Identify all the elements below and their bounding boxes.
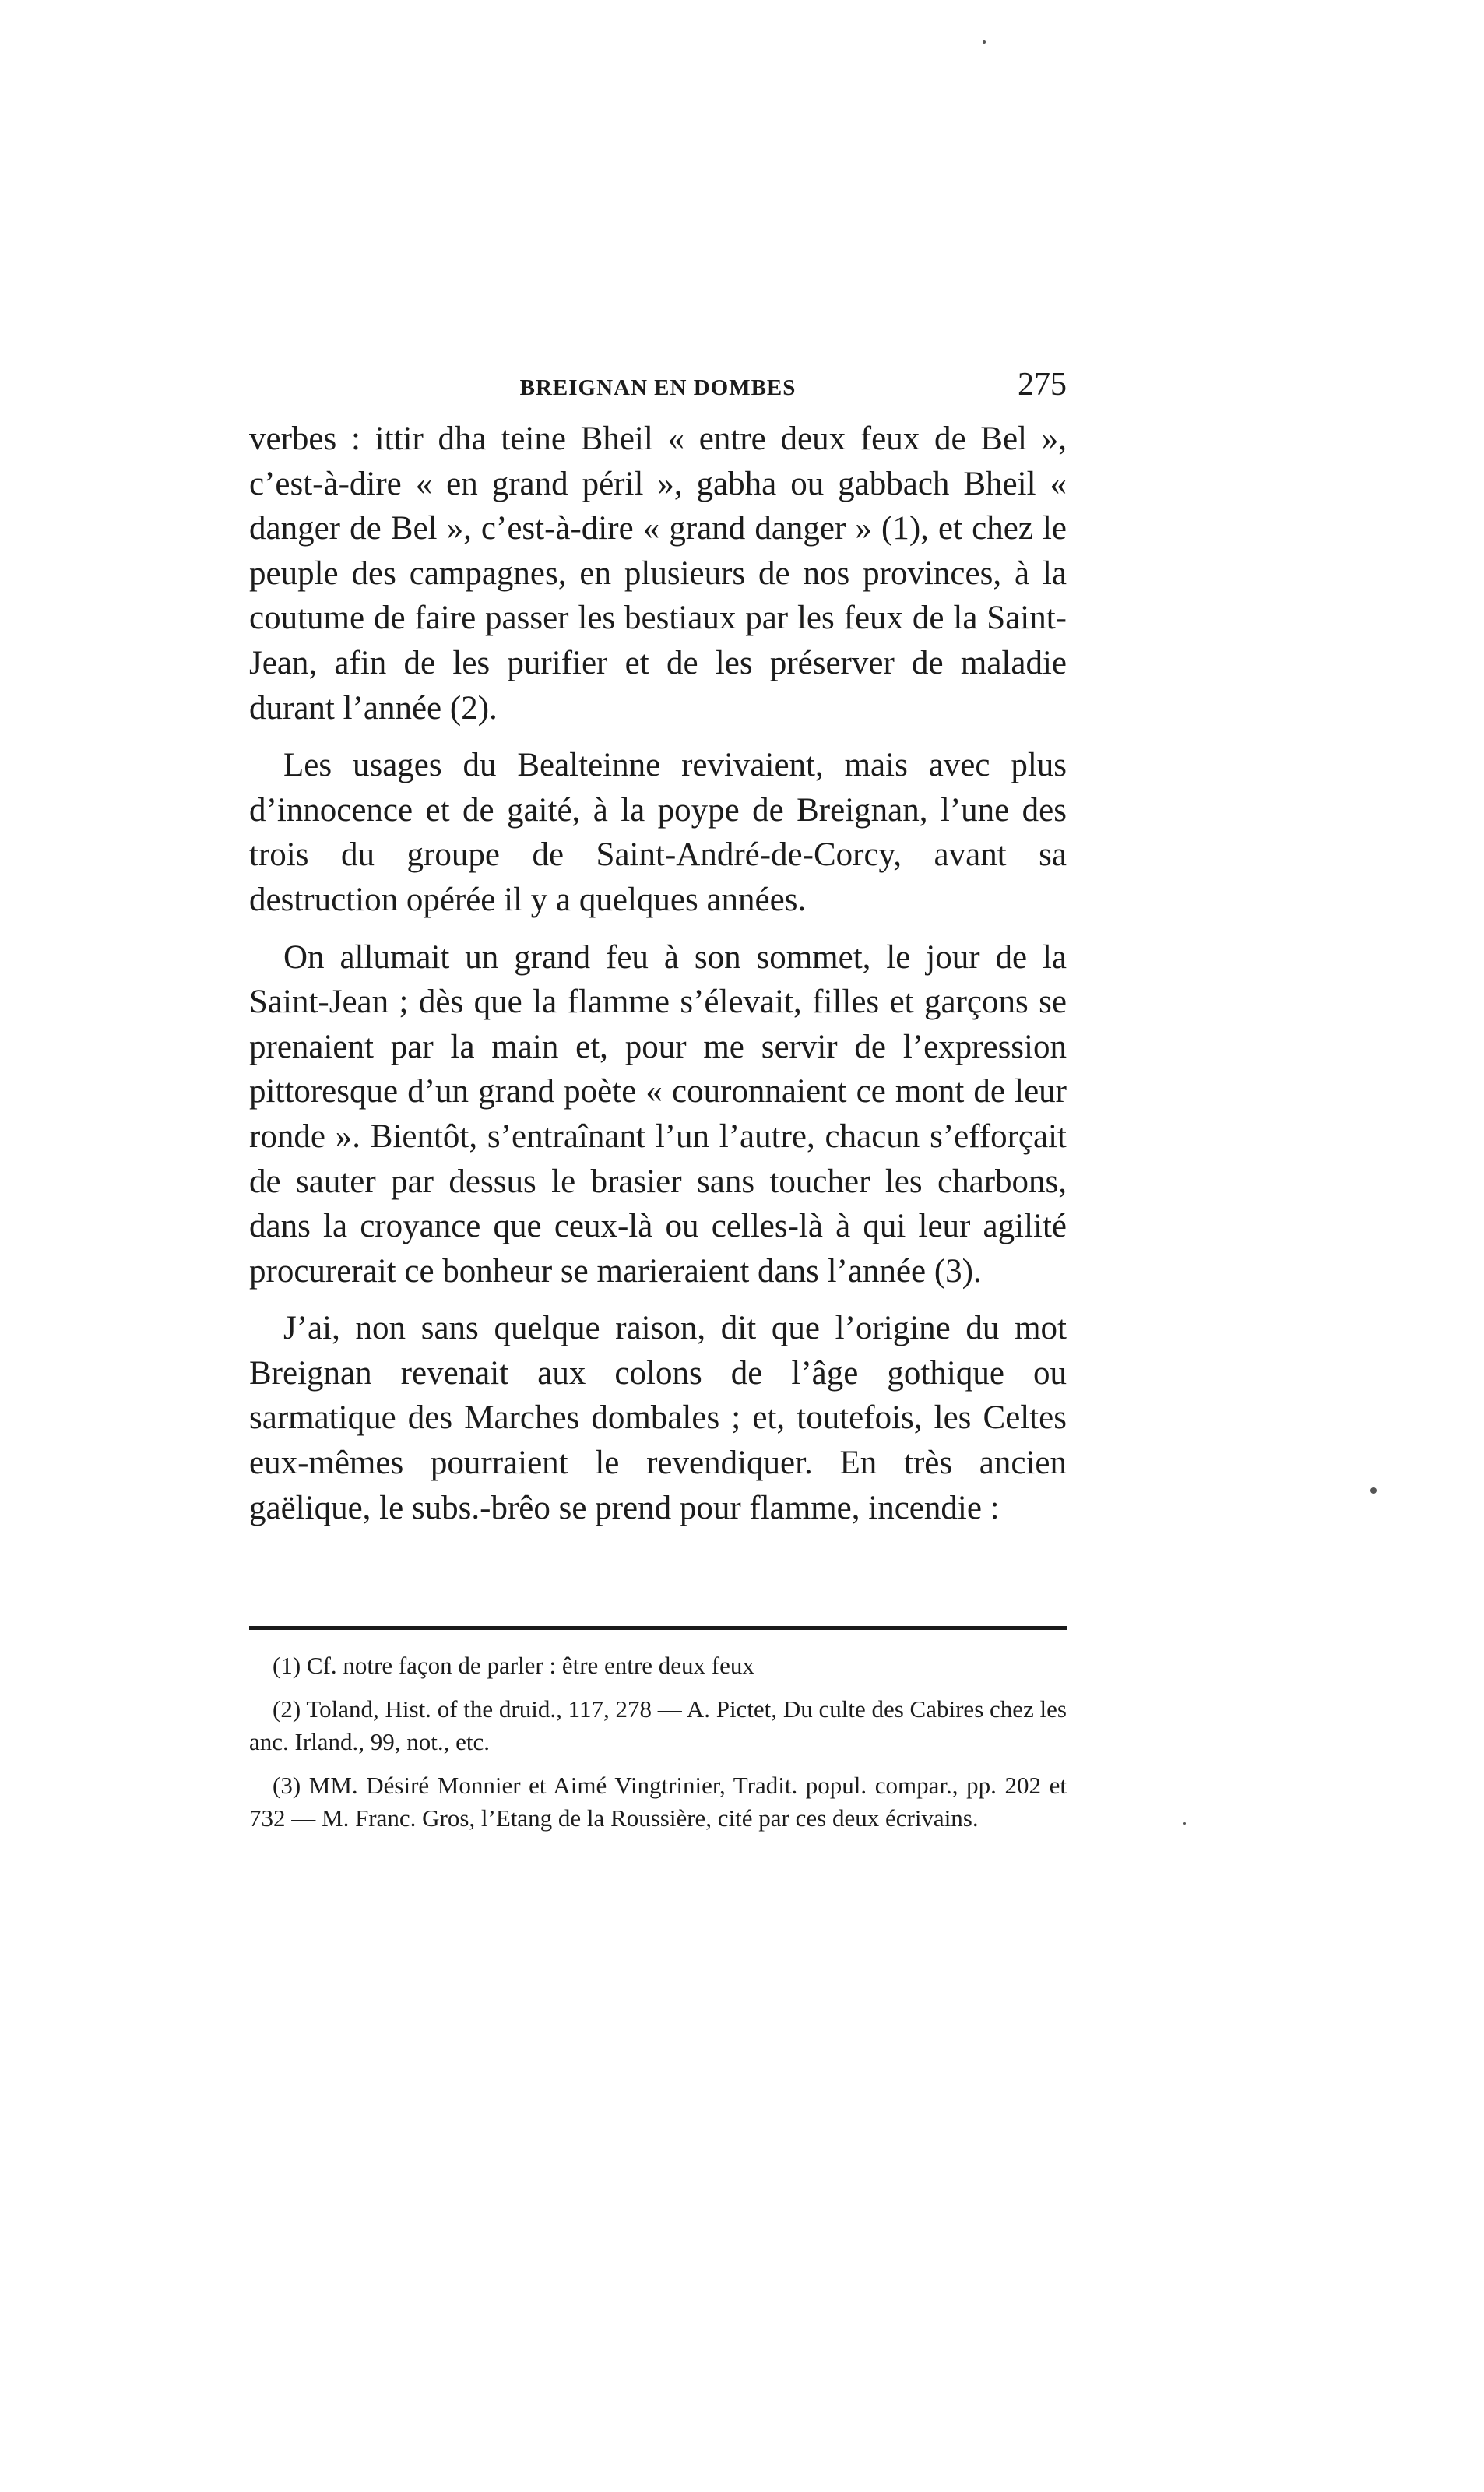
paragraph: verbes : ittir dha teine Bheil « entre deux feux de Bel », c’est-à-dire « en grand péril », gabha ou gabbach Bheil « danger de Bel », c’est-à-dire « grand danger » (1), et chez le peuple des campagnes, en plusieurs de nos provinces, à la coutume de faire passer les bestiaux par les feux de la Saint-Jean, afin de les purifier et de les préserver de maladie durant l’année (2).: [249, 421, 1067, 727]
footnote: (2) Toland, Hist. of the druid., 117, 278 — A. Pictet, Du culte des Cabires chez les anc. Irland., 99, not., etc.: [249, 1695, 1067, 1755]
paper-speck: [1370, 1487, 1377, 1494]
running-title: BREIGNAN EN DOMBES: [519, 375, 797, 400]
paper-speck: [1183, 1822, 1186, 1825]
footnote-separator: [249, 1626, 1067, 1630]
paragraph: On allumait un grand feu à son sommet, le jour de la Saint-Jean ; dès que la flamme s’élevait, filles et garçons se prenaient par la main et, pour me servir de l’expression pittoresque d’un grand poète « couronnaient ce mont de leur ronde ». Bientôt, s’entraînant l’un l’autre, chacun s’efforçait de sauter par dessus le brasier sans toucher les charbons, dans la croyance que ceux-là ou celles-là à qui leur agilité procurerait ce bonheur se marieraient dans l’année (3).: [249, 938, 1067, 1290]
footnote: (3) MM. Désiré Monnier et Aimé Vingtrinier, Tradit. popul. compar., pp. 202 et 732 — M. Franc. Gros, l’Etang de la Roussière, cité par ces deux écrivains.: [249, 1772, 1067, 1832]
page-header: [249, 366, 1067, 413]
paper-speck: [983, 40, 986, 44]
paragraph: J’ai, non sans quelque raison, dit que l’origine du mot Breignan revenait aux colons de l’âge gothique ou sarmatique des Marches dombales ; et, toutefois, les Celtes eux-mêmes pourraient le revendiquer. En très ancien gaëlique, le subs.-brêo se prend pour flamme, incendie :: [249, 1310, 1067, 1526]
footnotes: [249, 1649, 1067, 1846]
body-text: [249, 417, 1067, 1543]
footnote: (1) Cf. notre façon de parler : être entre deux feux: [273, 1652, 754, 1679]
paragraph: Les usages du Bealteinne revivaient, mais avec plus d’innocence et de gaité, à la poype de Breignan, l’une des trois du groupe de Saint-André-de-Corcy, avant sa destruction opérée il y a quelques années.: [249, 747, 1067, 918]
page-number: 275: [1018, 367, 1067, 403]
